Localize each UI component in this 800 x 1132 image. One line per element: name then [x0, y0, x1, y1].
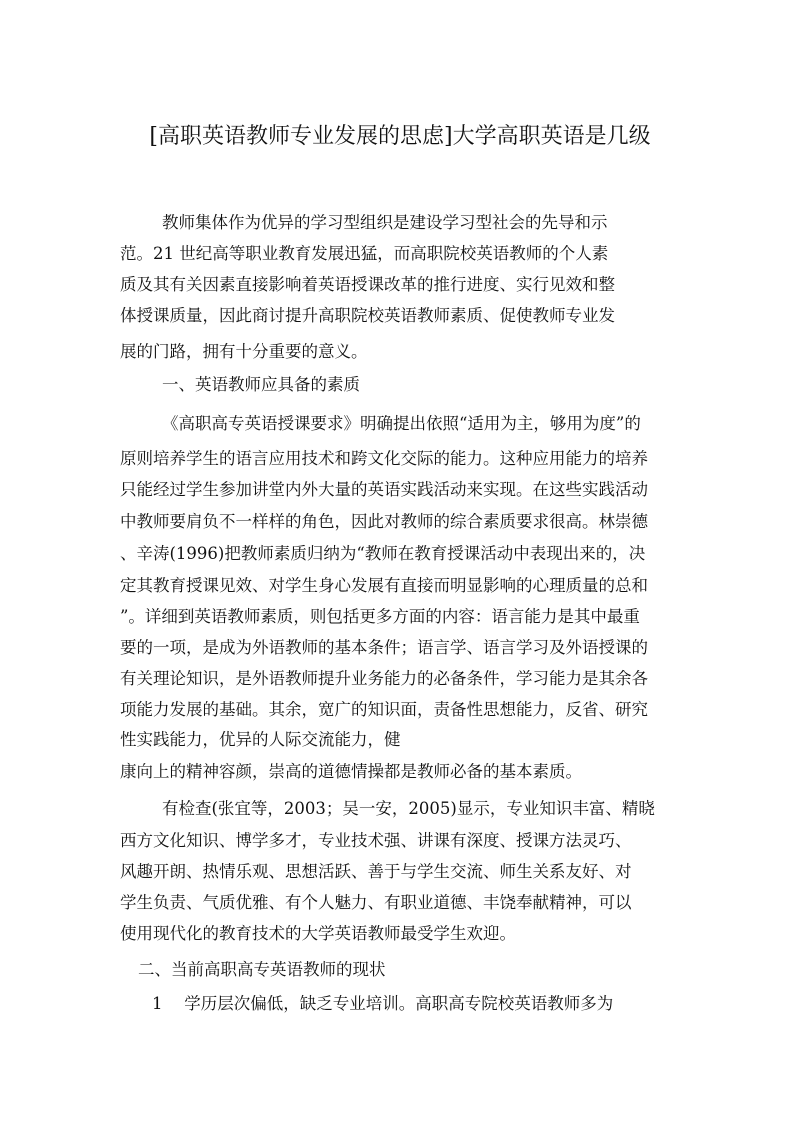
paragraph-line: 《高职高专英语授课要求》明确提出依照“适用为主，够用为度”的: [162, 414, 641, 433]
paragraph-line: 体授课质量，因此商讨提升高职院校英语教师素质、促使教师专业发: [120, 306, 615, 325]
paragraph-line: 风趣开朗、热情乐观、思想活跃、善于与学生交流、师生关系友好、对: [120, 862, 632, 881]
paragraph-line: 学生负责、气质优雅、有个人魅力、有职业道德、丰饶奉献精神，可以: [120, 893, 632, 912]
paragraph-line: 范。21 世纪高等职业教育发展迅猛，而高职院校英语教师的个人素: [120, 244, 609, 263]
paragraph-line: 西方文化知识、博学多才，专业技术强、讲课有深度、授课方法灵巧、: [120, 831, 632, 850]
paragraph-line: ”。详细到英语教师素质，则包括更多方面的内容：语言能力是其中最重: [120, 607, 640, 626]
paragraph-line: 、辛涛(1996)把教师素质归纳为“教师在教育授课活动中表现出来的，决: [120, 544, 646, 563]
paragraph-line: 1 学历层次偏低，缺乏专业培训。高职高专院校英语教师多为: [152, 994, 614, 1013]
document-title: [高职英语教师专业发展的思虑]大学高职英语是几级: [149, 124, 651, 149]
paragraph-line: 中教师要肩负不一样样的角色，因此对教师的综合素质要求很高。林崇德: [120, 512, 648, 531]
paragraph-line: 项能力发展的基础。其余，宽广的知识面，责备性思想能力，反省、研究: [120, 700, 648, 719]
paragraph-line: 定其教育授课见效、对学生身心发展有直接而明显影响的心理质量的总和: [120, 576, 648, 595]
section-heading: 二、当前高职高专英语教师的现状: [138, 960, 386, 979]
paragraph-line: 有检查(张宜等，2003；吴一安，2005)显示，专业知识丰富、精晓: [162, 799, 655, 818]
section-heading: 一、英语教师应具备的素质: [162, 375, 360, 394]
paragraph-line: 康向上的精神容颜，崇高的道德情操都是教师必备的基本素质。: [120, 762, 582, 781]
paragraph-line: 质及其有关因素直接影响着英语授课改革的推行进度、实行见效和整: [120, 275, 615, 294]
paragraph-line: 只能经过学生参加讲堂内外大量的英语实践活动来实现。在这些实践活动: [120, 480, 648, 499]
paragraph-line: 要的一项，是成为外语教师的基本条件；语言学、语言学习及外语授课的: [120, 638, 648, 657]
paragraph-line: 教师集体作为优异的学习型组织是建设学习型社会的先导和示: [162, 213, 608, 232]
paragraph-line: 性实践能力，优异的人际交流能力，健: [120, 730, 401, 749]
paragraph-line: 有关理论知识，是外语教师提升业务能力的必备条件，学习能力是其余各: [120, 669, 648, 688]
paragraph-line: 使用现代化的教育技术的大学英语教师最受学生欢迎。: [120, 924, 516, 943]
paragraph-line: 原则培养学生的语言应用技术和跨文化交际的能力。这种应用能力的培养: [120, 449, 648, 468]
paragraph-line: 展的门路，拥有十分重要的意义。: [120, 342, 368, 361]
